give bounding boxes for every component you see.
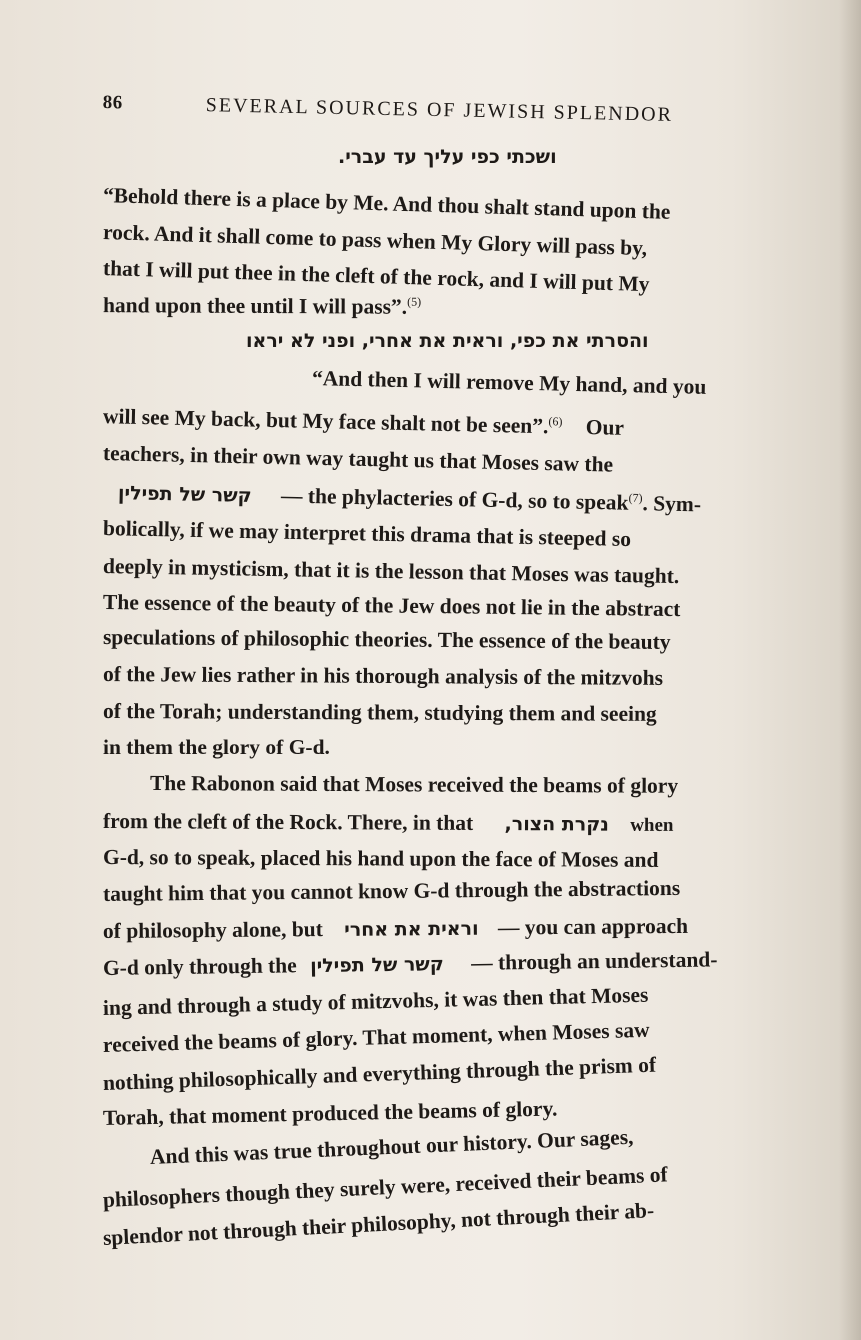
hebrew-quote-1: ושכתי כפי עליך עד עברי.: [338, 146, 557, 168]
text-line-12: speculations of philosophic theories. The essence of the beauty: [102, 625, 671, 654]
text-line-24: nothing philosophically and everything through the prism of: [102, 1052, 657, 1095]
text-line-17-text: from the cleft of the Rock. There, in that: [102, 809, 474, 835]
text-line-27: philosophers though they surely were, received their beams of: [102, 1162, 669, 1212]
text-line-19: taught him that you cannot know G-d through the abstractions: [102, 875, 681, 906]
text-line-26: And this was true throughout our history. Our sages,: [149, 1124, 634, 1169]
text-line-20-end: — you can approach: [497, 913, 689, 940]
page-edge-shadow: [839, 0, 861, 1340]
text-line-4: [103, 294, 421, 318]
text-line-2: rock. And it shall come to pass when My Glory will pass by,: [102, 220, 648, 261]
text-line-21-text: G-d only through the: [102, 953, 297, 980]
hebrew-cleft-of-rock: נקרת הצור,: [504, 813, 609, 836]
text-line-4-text: hand upon thee until I will pass”.: [102, 293, 408, 319]
text-line-20: [102, 913, 689, 943]
text-line-18: G-d, so to speak, placed his hand upon the face of Moses and: [102, 845, 659, 872]
text-line-17-end: when: [630, 814, 674, 836]
text-line-8: [118, 481, 701, 516]
page-number: 86: [102, 92, 123, 114]
footnote-ref-7: (7): [628, 490, 643, 505]
text-line-1: “Behold there is a place by Me. And thou shalt stand upon the: [102, 183, 671, 224]
text-line-13: of the Jew lies rather in his thorough analysis of the mitzvohs: [102, 662, 664, 690]
text-line-15: in them the glory of G-d.: [103, 735, 330, 759]
hebrew-tefillin-knot-2: קשר של תפילין: [309, 953, 444, 978]
page-header: [102, 92, 743, 139]
text-line-5: “And then I will remove My hand, and you: [311, 366, 707, 399]
text-line-28: splendor not through their philosophy, not through their ab-: [102, 1198, 655, 1250]
text-line-3: that I will put thee in the cleft of the rock, and I will put My: [102, 256, 650, 297]
text-line-8-text: — the phylacteries of G-d, so to speak: [280, 483, 629, 515]
text-line-21: [103, 949, 718, 979]
text-line-9: bolically, if we may interpret this drama that is steeped so: [102, 516, 632, 552]
text-line-6-end: Our: [585, 415, 625, 440]
hebrew-quote-2: והסרתי את כפי, וראית את אחרי, ופני לא יראו: [246, 330, 649, 352]
text-line-6-text: will see My back, but My face shalt not be seen”.: [102, 404, 549, 439]
text-line-7: teachers, in their own way taught us that Moses saw the: [102, 441, 614, 477]
text-line-16: The Rabonon said that Moses received the beams of glory: [149, 771, 679, 798]
text-line-10: deeply in mysticism, that it is the lesson that Moses was taught.: [102, 554, 680, 589]
hebrew-tefillin-knot-1: קשר של תפילין: [117, 482, 252, 507]
text-line-20-text: of philosophy alone, but: [102, 917, 323, 943]
text-line-14: of the Torah; understanding them, studying them and seeing: [102, 699, 657, 726]
text-line-8-end: . Sym-: [642, 491, 702, 517]
text-line-25: Torah, that moment produced the beams of glory.: [102, 1096, 558, 1130]
running-head: SEVERAL SOURCES OF JEWISH SPLENDOR: [205, 94, 674, 126]
text-line-22: ing and through a study of mitzvohs, it was then that Moses: [102, 982, 649, 1020]
hebrew-see-my-back: וראית את אחרי: [344, 917, 479, 941]
text-line-17: [103, 811, 674, 835]
text-line-11: The essence of the beauty of the Jew does not lie in the abstract: [102, 590, 681, 622]
text-line-21-end: — through an understand-: [470, 947, 718, 975]
text-line-6: [103, 405, 624, 439]
footnote-ref-6: (6): [548, 414, 563, 429]
text-line-23: received the beams of glory. That moment, when Moses saw: [102, 1017, 650, 1057]
footnote-ref-5: (5): [407, 294, 422, 309]
